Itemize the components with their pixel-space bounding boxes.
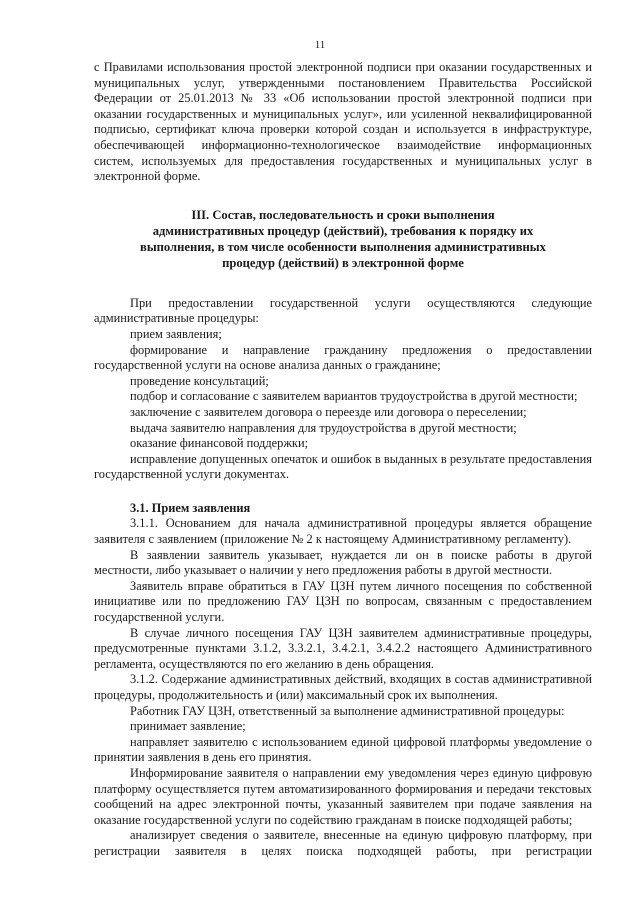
procedures-intro: При предоставлении государственной услуги осуществляются следующие административные процедуры: bbox=[94, 295, 592, 326]
body-paragraph: Информирование заявителя о направлении ему уведомления через единую цифровую платформу осуществляется путем автоматизированного формирования и передачи текстовых сообщений на адрес электронной почты, указанный заявителем при подаче заявления на оказание государственной услуги по содействию гражданам в поиске подходящей работы; bbox=[94, 765, 592, 827]
procedure-item: формирование и направление гражданину предложения о предоставлении государственной услуги на основе анализа данных о гражданине; bbox=[94, 342, 592, 373]
procedure-item: проведение консультаций; bbox=[130, 373, 269, 388]
intro-paragraph: с Правилами использования простой электронной подписи при оказании государственных и муниципальных услуг, утвержденными постановлением Правительства Российской Федерации от 25.01.2013 № 33 «Об использовании простой электронной подписи при оказании государственных и муниципальных услуг», или усиленной неквалифицированной подписью, сертификат ключа проверки которой создан и используется в инфраструктуре, обеспечивающей информационно-технологическое взаимодействие информационных систем, используемых для предоставления государственных и муниципальных услуг в электронной форме. bbox=[94, 60, 592, 184]
body-paragraph: В заявлении заявитель указывает, нуждается ли он в поиске работы в другой местности, либо указывает о наличии у него предложения работы в другой местности. bbox=[94, 547, 592, 578]
body-paragraph: Работник ГАУ ЦЗН, ответственный за выполнение административной процедуры: bbox=[130, 703, 565, 718]
body-paragraph: принимает заявление; bbox=[130, 719, 246, 734]
subsection-title: 3.1. Прием заявления bbox=[130, 500, 251, 515]
body-paragraph: 3.1.2. Содержание административных действий, входящих в состав административной процедуры, продолжительность и (или) максимальный срок их выполнения. bbox=[94, 672, 592, 702]
procedure-item: оказание финансовой поддержки; bbox=[130, 436, 309, 451]
body-paragraph: направляет заявителю с использованием единой цифровой платформы уведомление о принятии заявления в день его принятия. bbox=[94, 734, 592, 765]
document-body bbox=[94, 60, 592, 860]
section-heading: III. Состав, последовательность и сроки выполнения административных процедур (действий), требования к порядку их выполнения, в том числе особенности выполнения административных процедур (действий) в электронной форме bbox=[140, 207, 546, 270]
procedure-item: подбор и согласование с заявителем вариантов трудоустройства в другой местности; bbox=[130, 389, 578, 404]
body-paragraph: анализирует сведения о заявителе, внесенные на единую цифровую платформу, при регистрации заявителя в целях поиска подходящей работы, при регистрации bbox=[94, 828, 592, 858]
procedure-item: прием заявления; bbox=[130, 326, 222, 341]
page-number: 11 bbox=[314, 39, 326, 51]
body-paragraph: В случае личного посещения ГАУ ЦЗН заявителем административные процедуры, предусмотренные пунктами 3.1.2, 3.3.2.1, 3.4.2.1, 3.4.2.2 настоящего Административного регламента, осуществляются по его желанию в день обращения. bbox=[94, 625, 592, 671]
body-paragraph: 3.1.1. Основанием для начала административной процедуры является обращение заявителя с заявлением (приложение № 2 к настоящему Административному регламенту). bbox=[94, 516, 592, 547]
procedure-item: исправление допущенных опечаток и ошибок в выданных в результате предоставления государственной услуги документах. bbox=[94, 451, 592, 482]
procedure-item: заключение с заявителем договора о переезде или договора о переселении; bbox=[130, 404, 527, 419]
body-paragraph: Заявитель вправе обратиться в ГАУ ЦЗН путем личного посещения по собственной инициативе или по предложению ГАУ ЦЗН по вопросам, связанным с предоставлением государственной услуги. bbox=[94, 578, 592, 625]
procedure-item: выдача заявителю направления для трудоустройства в другой местности; bbox=[130, 420, 517, 435]
